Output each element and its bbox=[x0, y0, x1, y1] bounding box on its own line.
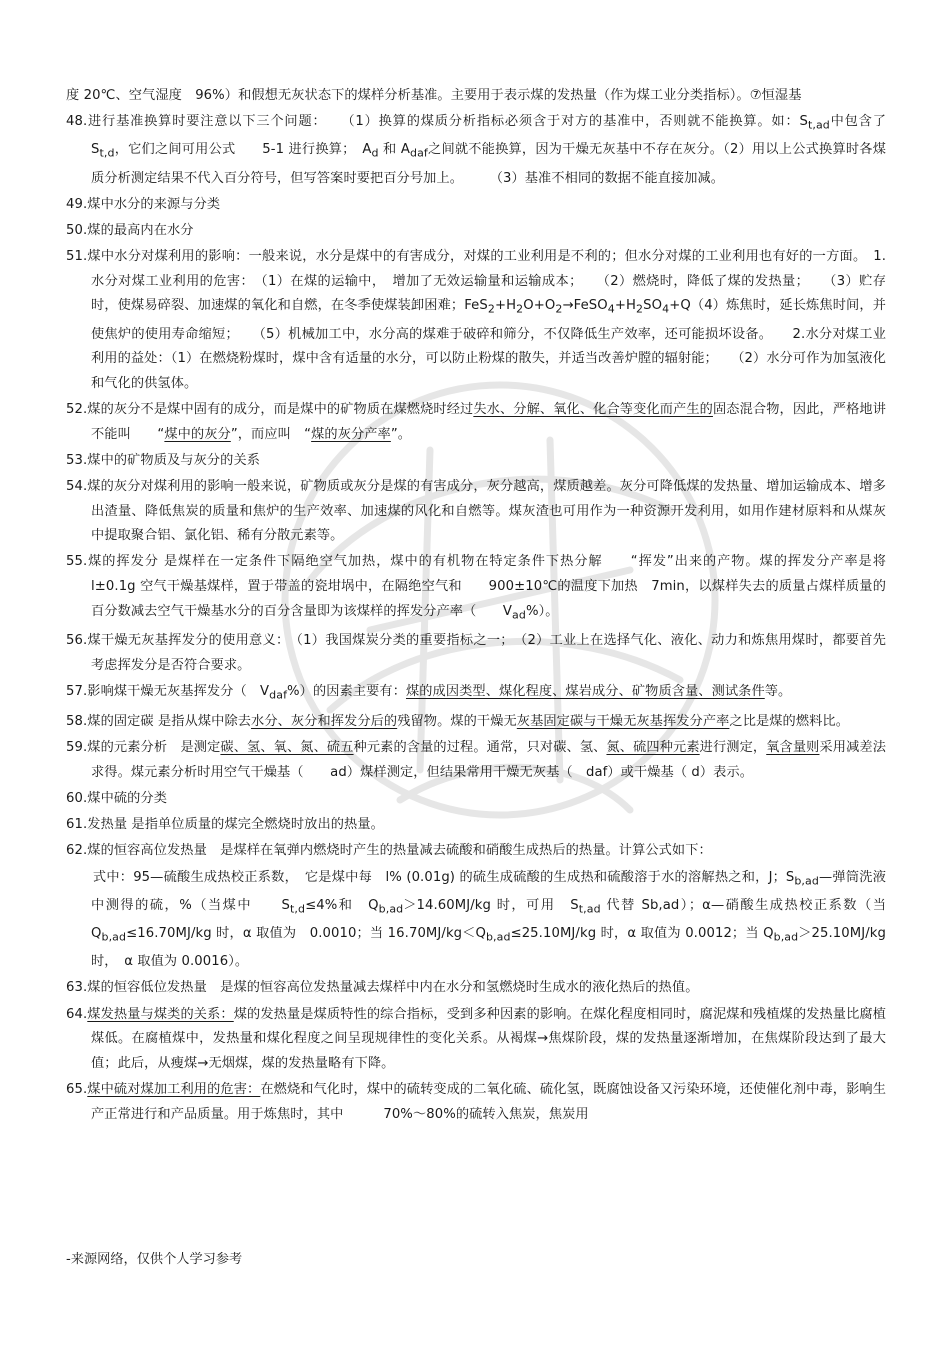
document-body bbox=[66, 84, 913, 1129]
subscript: 4 bbox=[662, 303, 670, 317]
numbered-item bbox=[66, 449, 886, 474]
subscript: b,ad bbox=[485, 930, 511, 944]
item-number: 63. bbox=[66, 980, 88, 996]
item-text: 等。 bbox=[764, 684, 792, 700]
numbered-item bbox=[66, 710, 886, 735]
item-text: SO bbox=[643, 298, 663, 314]
item-text: 煤的最高内在水分 bbox=[87, 223, 194, 239]
subscript: 2 bbox=[487, 303, 495, 317]
underlined-text: 灰基固定碳与干燥无灰基挥发分产率 bbox=[516, 713, 730, 729]
item-text: 中包含了 S bbox=[91, 114, 900, 158]
subscript: 2 bbox=[555, 303, 563, 317]
numbered-item bbox=[66, 787, 886, 812]
numbered-item bbox=[66, 193, 886, 218]
item-text: 影响煤干燥无灰基挥发分（ V bbox=[87, 684, 270, 700]
item-text: 在燃烧和气化时，煤中的硫转变成的二氧化硫、硫化氢，既腐蚀设备又污染环境，还使催化剂中毒，影响生产正常进行和产品质量。用于炼焦时，其中 70%～80%的硫转入焦炭，焦炭用 bbox=[91, 1081, 886, 1122]
subscript: t,d bbox=[289, 902, 306, 916]
subscript: t,d bbox=[99, 147, 115, 161]
subscript: b,ad bbox=[773, 930, 799, 944]
item-number: 57. bbox=[66, 684, 88, 700]
item-number: 62. bbox=[66, 843, 88, 859]
item-number: 60. bbox=[66, 790, 88, 806]
item-text: 代替 Sb,ad）；α—硝酸生成热校正系数（当 Q bbox=[91, 897, 913, 941]
numbered-item bbox=[66, 398, 886, 447]
item-text: ”，而应叫 “ bbox=[230, 426, 312, 442]
item-number: 51. bbox=[66, 249, 88, 265]
item-number: 53. bbox=[66, 452, 88, 468]
underlined-text: 水分、灰分和挥发分后的 bbox=[251, 713, 398, 729]
numbered-item bbox=[66, 629, 886, 678]
item-text: ＞14.60MJ/kg 时，可用 S bbox=[403, 897, 579, 913]
item-text: 煤的发热量是煤质特性的综合指标，受到多种因素的影响。在煤化程度相同时，腐泥煤和残植煤的发热量比腐植煤低。在腐植煤中，发热量和煤化程度之间呈现规律性的变化关系。从褐煤→焦煤阶段，煤的发热量逐渐增加，在焦煤阶段达到了最大值；此后，从瘦煤→无烟煤，煤的发热量略有下降。 bbox=[91, 1006, 886, 1071]
numbered-item bbox=[66, 550, 900, 627]
paragraph-continuation bbox=[66, 84, 886, 109]
subscript: ad bbox=[512, 608, 526, 622]
underlined-text: 氧含量则 bbox=[766, 740, 820, 756]
item-text: 式中：95—硫酸生成热校正系数， 它是煤中每 l% (0.01g) 的硫生成硫酸的生成热和硫酸溶于水的溶解热之和，J；S bbox=[66, 869, 795, 885]
item-text: 煤中的矿物质及与灰分的关系 bbox=[87, 452, 261, 468]
item-text: 进行基准换算时要注意以下三个问题： （1）换算的煤质分析指标必须含于对方的基准中，否则就不能换算。如：S bbox=[87, 114, 808, 130]
item-number: 52. bbox=[66, 402, 88, 418]
item-number: 64. bbox=[66, 1006, 88, 1022]
item-text: ≤25.10MJ/kg 时，α 取值为 0.0012；当 Q bbox=[510, 925, 774, 941]
item-number: 54. bbox=[66, 478, 88, 494]
item-text: 残留物。煤的干燥无 bbox=[397, 713, 517, 729]
subscript: daf bbox=[410, 147, 428, 161]
item-text: 煤中水分对煤利用的影响：一般来说，水分是煤中的有害成分，对煤的工业利用是不利的；但水分对煤的工业利用也有好的一方面。 1.水分对煤工业利用的危害： （1）在煤的运输中， 增加了无效运输量和运输成本； （2）燃烧时，降低了煤的发热量； （3）贮存时，使煤易碎裂、加速煤的氧化和自燃，在冬季使煤装卸困难；FeS bbox=[87, 249, 886, 314]
underlined-text: 碳、氢、氧、氮、硫五 bbox=[220, 740, 354, 756]
item-number: 49. bbox=[66, 196, 88, 212]
item-text: +H bbox=[494, 298, 517, 314]
item-text: %）。 bbox=[525, 603, 559, 619]
subscript: b,ad bbox=[378, 902, 404, 916]
subscript: daf bbox=[269, 688, 288, 702]
subscript: 2 bbox=[636, 303, 644, 317]
item-text: %）的因素主要有： bbox=[287, 684, 406, 700]
numbered-item bbox=[66, 839, 886, 864]
item-text: 煤的灰分对煤利用的影响一般来说，矿物质或灰分是煤的有害成分，灰分越高，煤质越差。灰分可降低煤的发热量、增加运输成本、增多出渣量、降低焦炭的质量和焦炉的生产效率、加速煤的风化和自燃等。煤灰渣也可用作为一种资源开发利用，如用作建材原料和从煤灰中提取聚合铝、氯化铝、稀有分散元素等。 bbox=[87, 478, 886, 544]
underlined-text: 煤中硫对煤加工利用的危害： bbox=[87, 1081, 261, 1097]
subscript: b,ad bbox=[794, 874, 819, 888]
item-text: 煤的恒容低位发热量 是煤的恒容高位发热量减去煤样中内在水分和氢燃烧时生成水的液化热后的热值。 bbox=[87, 980, 699, 996]
item-text: ”。 bbox=[390, 426, 412, 442]
item-text: —弹筒洗液中测得的硫，%（当煤中 S bbox=[91, 869, 886, 913]
subscript: 4 bbox=[607, 303, 615, 317]
numbered-item bbox=[66, 736, 886, 785]
item-text: ，它们之间可用公式 5-1 进行换算； A bbox=[114, 142, 372, 158]
item-text: 煤的挥发分 是煤样在一定条件下隔绝空气加热，煤中的有机物在特定条件下热分解 “挥发”出来的产物。煤的挥发分产率是将 l±0.1g 空气干燥基煤样，置于带盖的瓷坩埚中，在隔绝空气和 900±10℃的温度下加热 7min，以煤样失去的质量占煤样质量的百分数减去空气干燥基水分的百分含量即为该煤样的挥发分产率（ V bbox=[87, 554, 900, 619]
item-text: 煤的元素分析 是测定 bbox=[87, 740, 221, 756]
subscript: 2 bbox=[516, 303, 524, 317]
item-text: O+O bbox=[523, 298, 556, 314]
numbered-item bbox=[66, 976, 886, 1001]
item-number: 48. bbox=[66, 114, 88, 130]
item-text: 煤的灰分不是煤中固有的成分，而是煤中的矿物质在煤燃烧时经过 bbox=[87, 402, 474, 418]
paragraph-continuation bbox=[66, 866, 913, 975]
item-number: 59. bbox=[66, 740, 88, 756]
footer-note: -来源网络，仅供个人学习参考 bbox=[66, 1252, 243, 1267]
item-number: 55. bbox=[66, 554, 88, 570]
item-text: ≤4%和 Q bbox=[305, 897, 379, 913]
item-text: 之间就不能换算，因为干燥无灰基中不存在灰分。（2）用以上公式换算时各煤质分析测定结果不代入百分符号，但写答案时要把百分号加上。 （3）基准不相同的数据不能直接加减。 bbox=[91, 142, 886, 186]
item-number: 61. bbox=[66, 817, 88, 833]
numbered-item bbox=[66, 245, 886, 396]
item-text: 固态混合物，因此，严格地讲不能叫 “ bbox=[91, 402, 886, 442]
subscript: t,ad bbox=[578, 902, 601, 916]
item-text: +Q（4）炼焦时，延长炼焦时间，并使焦炉的使用寿命缩短； （5）机械加工中，水分高的煤难于破碎和筛分，不仅降低生产效率，还可能损坏设备。 2.水分对煤工业利用的益处：（1）在燃烧粉煤时，煤中含有适量的水分，可以防止粉煤的散失，并适当改善炉膛的辐射能； （2）水分可作为加氢液化和气化的供氢体。 bbox=[91, 298, 886, 391]
numbered-item bbox=[66, 475, 886, 549]
underlined-text: 煤的灰分产率 bbox=[311, 426, 391, 442]
item-text: ≤16.70MJ/kg 时，α 取值为 0.0010；当 16.70MJ/kg＜Q bbox=[126, 925, 486, 941]
underlined-text: 煤中的灰分 bbox=[164, 426, 231, 442]
item-text: 种元素的含量的过程。通常，只对碳、氢、 bbox=[353, 740, 607, 756]
numbered-item bbox=[66, 110, 900, 191]
item-text: 发热量 是指单位质量的煤完全燃烧时放出的热量。 bbox=[87, 817, 384, 833]
numbered-item bbox=[66, 680, 886, 708]
item-number: 56. bbox=[66, 633, 88, 649]
item-text: 度 20℃、空气湿度 96%）和假想无灰状态下的煤样分析基准。主要用于表示煤的发热量（作为煤工业分类指标）。⑦恒湿基 bbox=[66, 88, 802, 103]
item-text: →FeSO bbox=[562, 298, 608, 314]
numbered-item bbox=[66, 813, 886, 838]
item-text: +H bbox=[614, 298, 637, 314]
numbered-item bbox=[66, 1078, 886, 1127]
item-text: 煤的恒容高位发热量 是煤样在氧弹内燃烧时产生的热量减去硫酸和硝酸生成热后的热量。计算公式如下： bbox=[87, 843, 712, 859]
item-number: 65. bbox=[66, 1081, 88, 1097]
item-text: 煤干燥无灰基挥发分的使用意义： （1）我国煤炭分类的重要指标之一； （2）工业上在选择气化、液化、动力和炼焦用煤时，都要首先考虑挥发分是否符合要求。 bbox=[87, 633, 886, 673]
underlined-text: 煤发热量与煤类的关系： bbox=[87, 1006, 234, 1022]
item-text: 煤的固定碳 是指从煤中除去 bbox=[87, 713, 252, 729]
underlined-text: 煤的成因类型、煤化程度、煤岩成分、矿物质含量、测试条件 bbox=[405, 684, 765, 700]
underlined-text: 氮、硫四种元素 bbox=[606, 740, 700, 756]
numbered-item bbox=[66, 219, 886, 244]
item-number: 50. bbox=[66, 223, 88, 239]
item-text: 之比是煤的燃料比。 bbox=[729, 713, 849, 729]
item-text: ＞25.10MJ/kg 时， α 取值为 0.0016）。 bbox=[91, 925, 886, 970]
item-number: 58. bbox=[66, 713, 88, 729]
item-text: 煤中水分的来源与分类 bbox=[87, 196, 221, 212]
item-text: 进行测定， bbox=[699, 740, 767, 756]
item-text: 煤中硫的分类 bbox=[87, 790, 168, 806]
subscript: t,ad bbox=[807, 118, 830, 132]
numbered-item bbox=[66, 1003, 886, 1077]
item-text: 采用减差法求得。煤元素分析时用空气干燥基（ ad）煤样测定，但结果常用干燥无灰基（ daf）或干燥基（ d）表示。 bbox=[91, 740, 887, 780]
subscript: d bbox=[371, 147, 379, 161]
underlined-text: 失水、分解、氧化、化合等变化而产生的 bbox=[473, 402, 713, 418]
item-text: 和 A bbox=[378, 142, 410, 158]
subscript: b,ad bbox=[101, 930, 127, 944]
